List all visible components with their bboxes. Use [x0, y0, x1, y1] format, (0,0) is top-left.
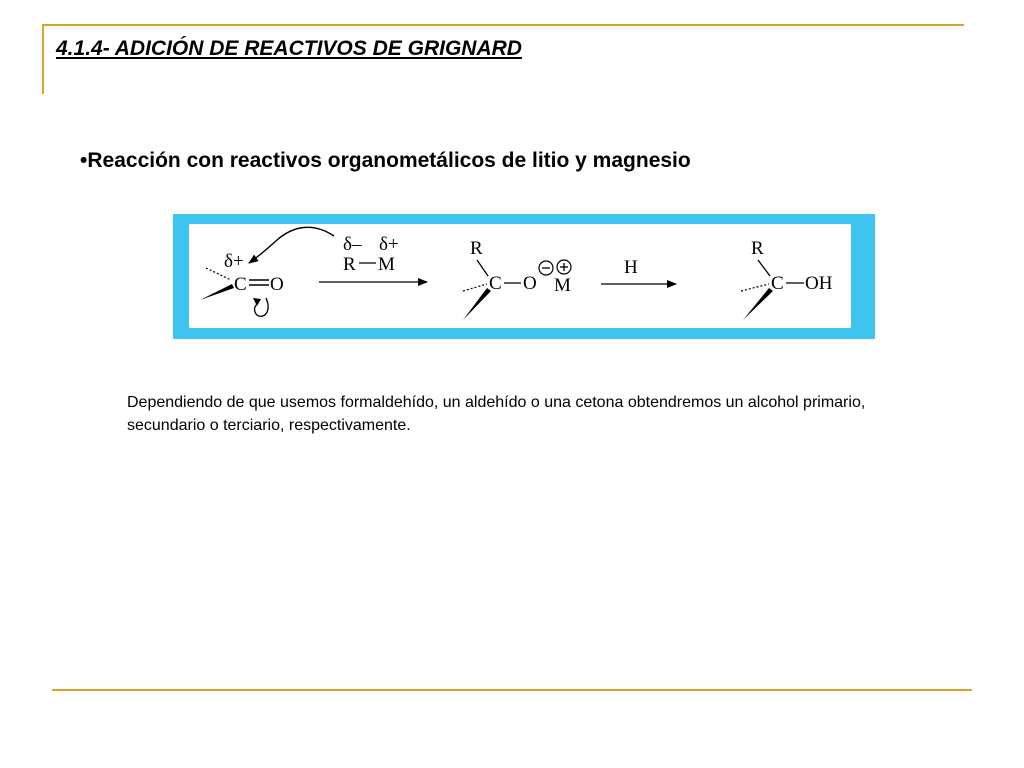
alcohol-wedge-bond	[743, 288, 773, 320]
alcohol-oh: OH	[805, 273, 833, 294]
wedge-bond	[200, 284, 234, 300]
reagent-delta-plus: δ+	[379, 234, 399, 255]
reagent-r: R	[343, 254, 356, 275]
reaction-scheme-drawing	[173, 214, 875, 339]
carbonyl-carbon: C	[234, 274, 247, 295]
alcohol-hashed-bond	[741, 284, 769, 291]
alcohol-r-bond	[758, 260, 770, 276]
alkoxide-oxygen: O	[523, 273, 537, 294]
alkoxide-carbon: C	[489, 273, 502, 294]
grignard-reagent	[343, 234, 399, 275]
carbonyl-molecule	[200, 251, 284, 316]
explanation-paragraph: Dependiendo de que usemos formaldehído, un aldehído o una cetona obtendremos un alcohol primario, secundario o terciario, respectivamente.	[127, 394, 866, 434]
top-rule	[42, 24, 964, 26]
alkoxide-r-bond	[477, 260, 488, 276]
step2-label: H	[624, 257, 638, 278]
alkoxide-r: R	[470, 238, 483, 259]
reagent-delta-minus: δ–	[343, 234, 362, 255]
slide-title: 4.1.4- ADICIÓN DE REACTIVOS DE GRIGNARD	[56, 37, 522, 60]
alcohol-r: R	[751, 238, 764, 259]
alkoxide-intermediate	[463, 238, 571, 320]
curved-arrowhead-icon	[253, 298, 261, 306]
bullet-item	[80, 149, 691, 173]
alkoxide-hashed-bond	[463, 284, 487, 291]
bottom-rule	[52, 689, 972, 691]
alkoxide-m: M	[554, 275, 571, 296]
carbonyl-delta-plus: δ+	[224, 251, 244, 272]
left-rule	[42, 24, 44, 94]
reaction-scheme-image	[173, 214, 875, 339]
alcohol-carbon: C	[771, 273, 784, 294]
bullet-text: Reacción con reactivos organometálicos de litio y magnesio	[87, 149, 691, 172]
attack-curved-arrow	[249, 227, 334, 263]
bullet-marker: •	[80, 149, 88, 172]
reagent-m: M	[378, 254, 395, 275]
alkoxide-wedge-bond	[463, 288, 491, 320]
alcohol-product	[741, 238, 833, 320]
carbonyl-oxygen: O	[270, 274, 284, 295]
